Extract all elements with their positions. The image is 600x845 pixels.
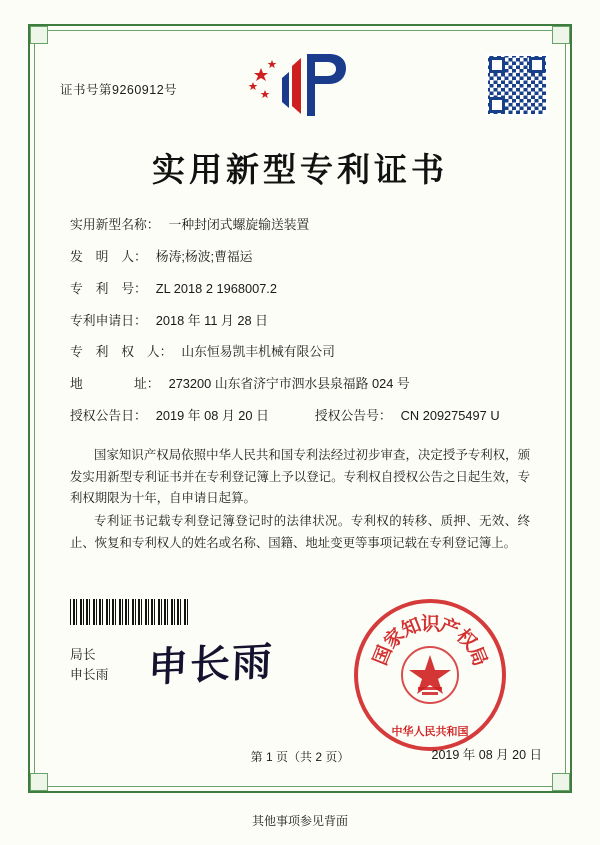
legal-paragraph-1: 国家知识产权局依照中华人民共和国专利法经过初步审查，决定授予专利权，颁发实用新型专利证书并在专利登记簿上予以登记。专利权自授权公告之日起生效，专利权期限为十年，自申请日起算。	[70, 448, 530, 506]
field-row-patentee	[70, 344, 530, 359]
barcode	[70, 599, 188, 625]
seal-emblem-icon	[398, 643, 462, 707]
qr-code-eye	[489, 97, 505, 113]
patent-field-list	[44, 217, 556, 423]
field-value-publication-number: CN 209275497 U	[400, 408, 500, 424]
corner-ornament-top-right	[552, 26, 570, 44]
certificate-header	[44, 44, 556, 130]
certificate-number: 证书号第9260912号	[60, 83, 178, 97]
field-label-publication-number: 授权公告号：	[314, 408, 392, 424]
page-title: 实用新型专利证书	[152, 150, 448, 189]
field-row-application-date	[70, 313, 530, 328]
legal-text	[44, 439, 556, 554]
field-row-inventors	[70, 249, 530, 264]
field-row-patent-number	[70, 281, 530, 296]
footnote: 其他事项参见背面	[251, 814, 348, 828]
page-number: 第 1 页（共 2 页）	[250, 750, 350, 764]
field-label: 发 明 人：	[70, 248, 147, 264]
field-value: 山东恒易凯丰机械有限公司	[181, 344, 335, 360]
seal-date: 2019 年 08 月 20 日	[431, 748, 542, 762]
seal-bottom-text: 中华人民共和国	[391, 726, 469, 738]
field-value: ZL 2018 2 1968007.2	[155, 280, 277, 296]
field-label: 专 利 权 人：	[70, 344, 173, 360]
signatory-role: 局长	[70, 647, 96, 662]
field-value-grant-date: 2019 年 08 月 20 日	[155, 408, 269, 424]
field-label-grant-date: 授权公告日：	[70, 408, 147, 424]
certificate-footer	[44, 591, 556, 764]
corner-ornament-top-left	[30, 26, 48, 44]
field-label: 实用新型名称：	[70, 217, 160, 232]
signatory-block	[70, 645, 108, 685]
official-seal	[354, 599, 506, 751]
handwritten-signature: 申长雨	[147, 637, 275, 692]
field-row-address	[70, 376, 530, 391]
seal-ring-text: 国 家 知 识 产 权 局	[369, 613, 492, 670]
field-label: 地 址：	[70, 376, 160, 392]
cnipa-logo-icon	[245, 50, 355, 122]
legal-paragraph-2: 专利证书记载专利登记簿登记时的法律状况。专利权的转移、质押、无效、终止、恢复和专利权人的姓名或名称、国籍、地址变更等事项记载在专利登记簿上。	[70, 514, 530, 550]
field-value: 一种封闭式螺旋输送装置	[168, 217, 310, 232]
field-label: 专 利 号：	[70, 280, 147, 296]
field-value: 2018 年 11 月 28 日	[155, 312, 268, 328]
signatory-name: 申长雨	[70, 666, 109, 682]
field-value: 杨涛;杨波;曹福运	[155, 248, 253, 264]
field-row-utility-model-name	[70, 217, 530, 232]
qr-code	[486, 54, 548, 116]
field-value: 273200 山东省济宁市泗水县泉福路 024 号	[168, 376, 410, 392]
certificate-content	[44, 44, 556, 779]
field-label: 专利申请日：	[70, 312, 147, 328]
field-row-grant-publication	[70, 408, 530, 423]
